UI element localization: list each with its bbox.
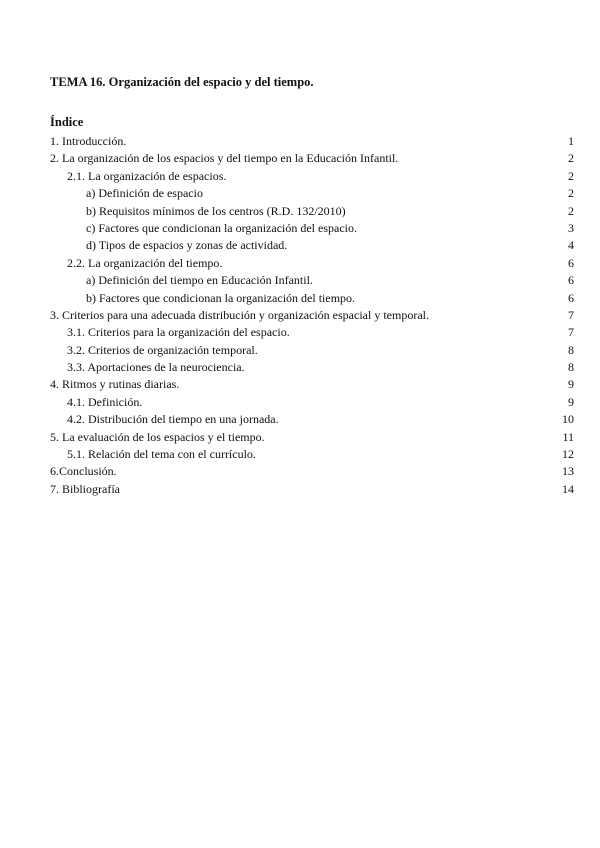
toc-entry[interactable]: [50, 481, 574, 498]
toc-entry[interactable]: [50, 220, 574, 237]
toc-entry[interactable]: [50, 185, 574, 202]
toc-entry-page-number: 6: [568, 290, 574, 305]
toc-entry-title: 1. Introducción.: [50, 134, 127, 148]
toc-entry[interactable]: [50, 342, 574, 359]
toc-entry-page-number: 11: [562, 429, 574, 444]
toc-entry-page-number: 2: [568, 186, 574, 201]
toc-entry[interactable]: [50, 150, 574, 167]
toc-entry[interactable]: [50, 255, 574, 272]
toc-entry-title: 3.3. Aportaciones de la neurociencia.: [67, 360, 245, 375]
toc-entry-title: a) Definición de espacio: [86, 186, 203, 201]
toc-entry-title: c) Factores que condicionan la organización del espacio.: [86, 220, 358, 235]
toc-entry[interactable]: [50, 394, 574, 411]
toc-entry-page-number: 13: [562, 464, 574, 479]
toc-entry-page-number: 6: [568, 273, 574, 288]
toc-entry[interactable]: [50, 203, 574, 220]
toc-entry-page-number: 6: [568, 255, 574, 270]
toc-entry-title: b) Factores que condicionan la organización del tiempo.: [86, 290, 356, 305]
toc-entry-title: 2.1. La organización de espacios.: [67, 168, 227, 183]
toc-entry-title: b) Requisitos mínimos de los centros (R.D. 132/2010): [86, 203, 346, 218]
toc-entry[interactable]: [50, 446, 574, 463]
toc-entry-title: d) Tipos de espacios y zonas de actividad.: [86, 238, 288, 253]
toc-entry[interactable]: [50, 237, 574, 254]
toc-entry-page-number: 1: [568, 134, 574, 148]
toc-entry[interactable]: [50, 168, 574, 185]
toc-entry[interactable]: [50, 272, 574, 289]
toc-entry-title: 2.2. La organización del tiempo.: [67, 255, 223, 270]
toc-entry[interactable]: [50, 411, 574, 428]
toc-entry[interactable]: [50, 463, 574, 480]
toc-entry[interactable]: [50, 133, 574, 150]
toc-entry-page-number: 8: [568, 342, 574, 357]
toc-entry-page-number: 9: [568, 377, 574, 392]
toc-entry-page-number: 8: [568, 360, 574, 375]
table-of-contents: [50, 133, 574, 498]
toc-entry-title: 7. Bibliografía: [50, 481, 120, 496]
toc-entry[interactable]: [50, 307, 574, 324]
toc-entry-page-number: 4: [568, 238, 574, 253]
toc-entry[interactable]: [50, 429, 574, 446]
toc-entry-page-number: 2: [568, 203, 574, 218]
toc-entry-page-number: 7: [568, 307, 574, 322]
toc-entry[interactable]: [50, 324, 574, 341]
toc-entry-title: 6.Conclusión.: [50, 464, 117, 479]
toc-entry-page-number: 3: [568, 220, 574, 235]
toc-entry[interactable]: [50, 376, 574, 393]
toc-entry-title: 3.1. Criterios para la organización del espacio.: [67, 325, 290, 340]
toc-entry-page-number: 12: [562, 447, 574, 462]
toc-entry-page-number: 10: [562, 412, 574, 427]
toc-entry[interactable]: [50, 290, 574, 307]
toc-entry-title: 4. Ritmos y rutinas diarias.: [50, 377, 180, 392]
index-heading: Índice: [50, 115, 84, 129]
toc-entry-title: 4.1. Definición.: [67, 394, 143, 409]
toc-entry-title: 2. La organización de los espacios y del tiempo en la Educación Infantil.: [50, 151, 399, 166]
toc-entry-title: 3.2. Criterios de organización temporal.: [67, 342, 258, 357]
toc-entry-page-number: 9: [568, 394, 574, 409]
toc-entry-title: 5. La evaluación de los espacios y el tiempo.: [50, 429, 265, 444]
toc-entry-page-number: 14: [562, 481, 574, 496]
toc-entry[interactable]: [50, 359, 574, 376]
toc-entry-title: 5.1. Relación del tema con el currículo.: [67, 447, 256, 462]
toc-entry-page-number: 7: [568, 325, 574, 340]
toc-entry-title: 4.2. Distribución del tiempo en una jornada.: [67, 412, 279, 427]
toc-entry-page-number: 2: [568, 168, 574, 183]
toc-entry-page-number: 2: [568, 151, 574, 166]
document-title: TEMA 16. Organización del espacio y del tiempo.: [50, 75, 314, 89]
toc-entry-title: 3. Criterios para una adecuada distribución y organización espacial y temporal.: [50, 307, 429, 322]
toc-entry-title: a) Definición del tiempo en Educación Infantil.: [86, 273, 313, 288]
